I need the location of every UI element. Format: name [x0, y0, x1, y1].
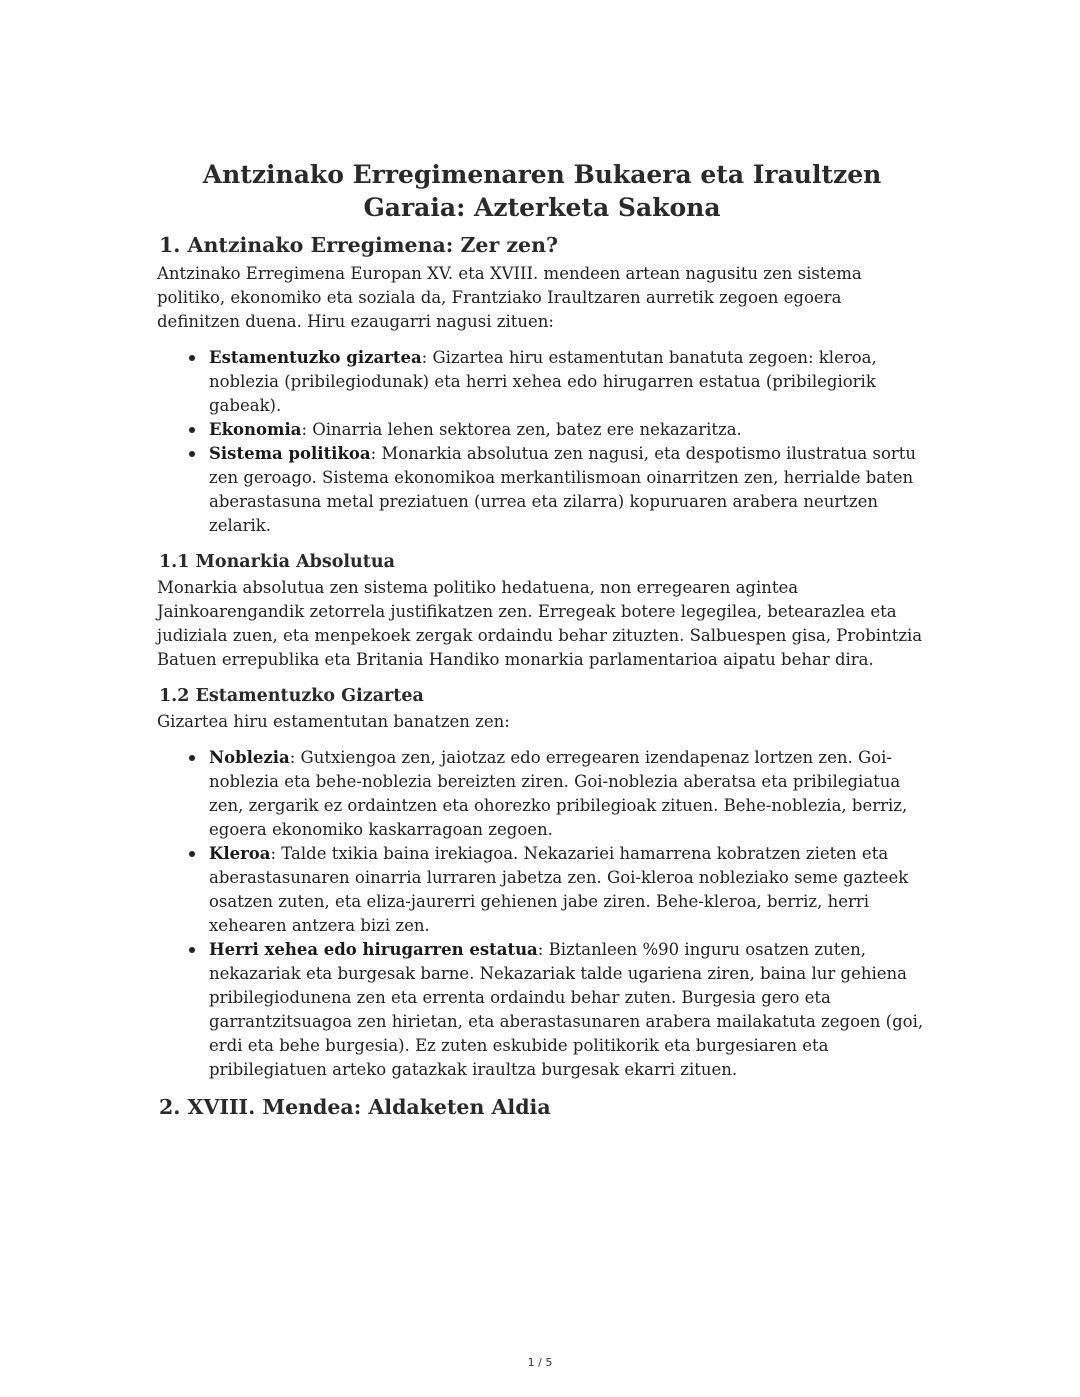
- list-item-text: : Oinarria lehen sektorea zen, batez ere nekazaritza.: [301, 420, 742, 439]
- document-title: Antzinako Erregimenaren Bukaera eta Iraultzen Garaia: Azterketa Sakona: [202, 160, 882, 222]
- list-item-term: Herri xehea edo hirugarren estatua: [209, 940, 538, 959]
- list-item-text: : Gizartea hiru estamentutan banatuta zegoen: kleroa, noblezia (pribilegiodunak) eta herri xehea edo hirugarren estatua (pribilegiorik gabeak).: [209, 348, 877, 415]
- section-1-2-intro: Gizartea hiru estamentutan banatzen zen:: [157, 712, 510, 731]
- list-item-text: : Monarkia absolutua zen nagusi, eta despotismo ilustratua sortu zen geroago. Sistema ekonomikoa merkantilismoan oinarritzen zen, herrialde baten aberastasuna metal preziatuen (urrea eta zilarra) kopuruaren arabera neurtzen zelarik.: [209, 444, 917, 535]
- list-item-term: Noblezia: [209, 748, 290, 767]
- list-item-text: : Talde txikia baina irekiagoa. Nekazariei hamarrena kobratzen zieten eta aberastasunaren oinarria lurraren jabetza zen. Goi-kleroa nobleziako seme gazteek osatzen zuten, eta eliza-jaurerri gehienen jabe ziren. Behe-kleroa, berriz, herri xehearen antzera bizi zen.: [209, 844, 909, 935]
- section-1-1-heading: 1.1 Monarkia Absolutua: [159, 552, 395, 572]
- section-1-1-text: Monarkia absolutua zen sistema politiko hedatuena, non erregearen agintea Jainkoarengandik zetorrela justifikatzen zen. Erregeak botere legegilea, betearazlea eta judiziala zuen, eta menpekoek zergak ordaindu behar zituzten. Salbuespen gisa, Probintzia Batuen errepublika eta Britania Handiko monarkia parlamentarioa aipatu behar dira.: [157, 578, 923, 669]
- section-1-2-list: [157, 746, 927, 1082]
- page-indicator: 1 / 5: [527, 1356, 553, 1369]
- list-item: [209, 842, 927, 938]
- list-item: [209, 346, 927, 418]
- list-item: [209, 746, 927, 842]
- list-item-term: Ekonomia: [209, 420, 302, 439]
- section-2-heading: 2. XVIII. Mendea: Aldaketen Aldia: [159, 1095, 551, 1119]
- list-item: [209, 442, 927, 538]
- list-item-text: : Biztanleen %90 inguru osatzen zuten, nekazariak eta burgesak barne. Nekazariak talde ugariena ziren, baina lur gehiena pribilegiodunena zen eta errenta ordaindu behar zuten. Burgesia gero eta garrantzitsuagoa zen hirietan, eta aberastasunaren arabera mailakatuta zegoen (goi, erdi eta behe burgesia). Ez zuten eskubide politikorik eta burgesiaren eta pribilegiatuen arteko gatazkak iraultza burgesak ekarri zituen.: [209, 940, 924, 1079]
- list-item-term: Estamentuzko gizartea: [209, 348, 422, 367]
- document-page: [157, 158, 927, 1124]
- list-item: [209, 938, 927, 1082]
- list-item-term: Sistema politikoa: [209, 444, 371, 463]
- list-item-term: Kleroa: [209, 844, 271, 863]
- section-1-2-heading: 1.2 Estamentuzko Gizartea: [159, 686, 424, 706]
- section-1-intro: Antzinako Erregimena Europan XV. eta XVIII. mendeen artean nagusitu zen sistema politiko, ekonomiko eta soziala da, Frantziako Iraultzaren aurretik zegoen egoera definitzen duena. Hiru ezaugarri nagusi zituen:: [157, 264, 862, 331]
- section-1-list: [157, 346, 927, 538]
- list-item-text: : Gutxiengoa zen, jaiotzaz edo erregearen izendapenaz lortzen zen. Goi-noblezia eta behe-noblezia bereizten ziren. Goi-noblezia aberatsa eta pribilegiatua zen, zergarik ez ordaintzen eta ohorezko pribilegioak zituen. Behe-noblezia, berriz, egoera ekonomiko kaskarragoan zegoen.: [209, 748, 908, 839]
- list-item: [209, 418, 927, 442]
- section-1-heading: 1. Antzinako Erregimena: Zer zen?: [159, 233, 559, 257]
